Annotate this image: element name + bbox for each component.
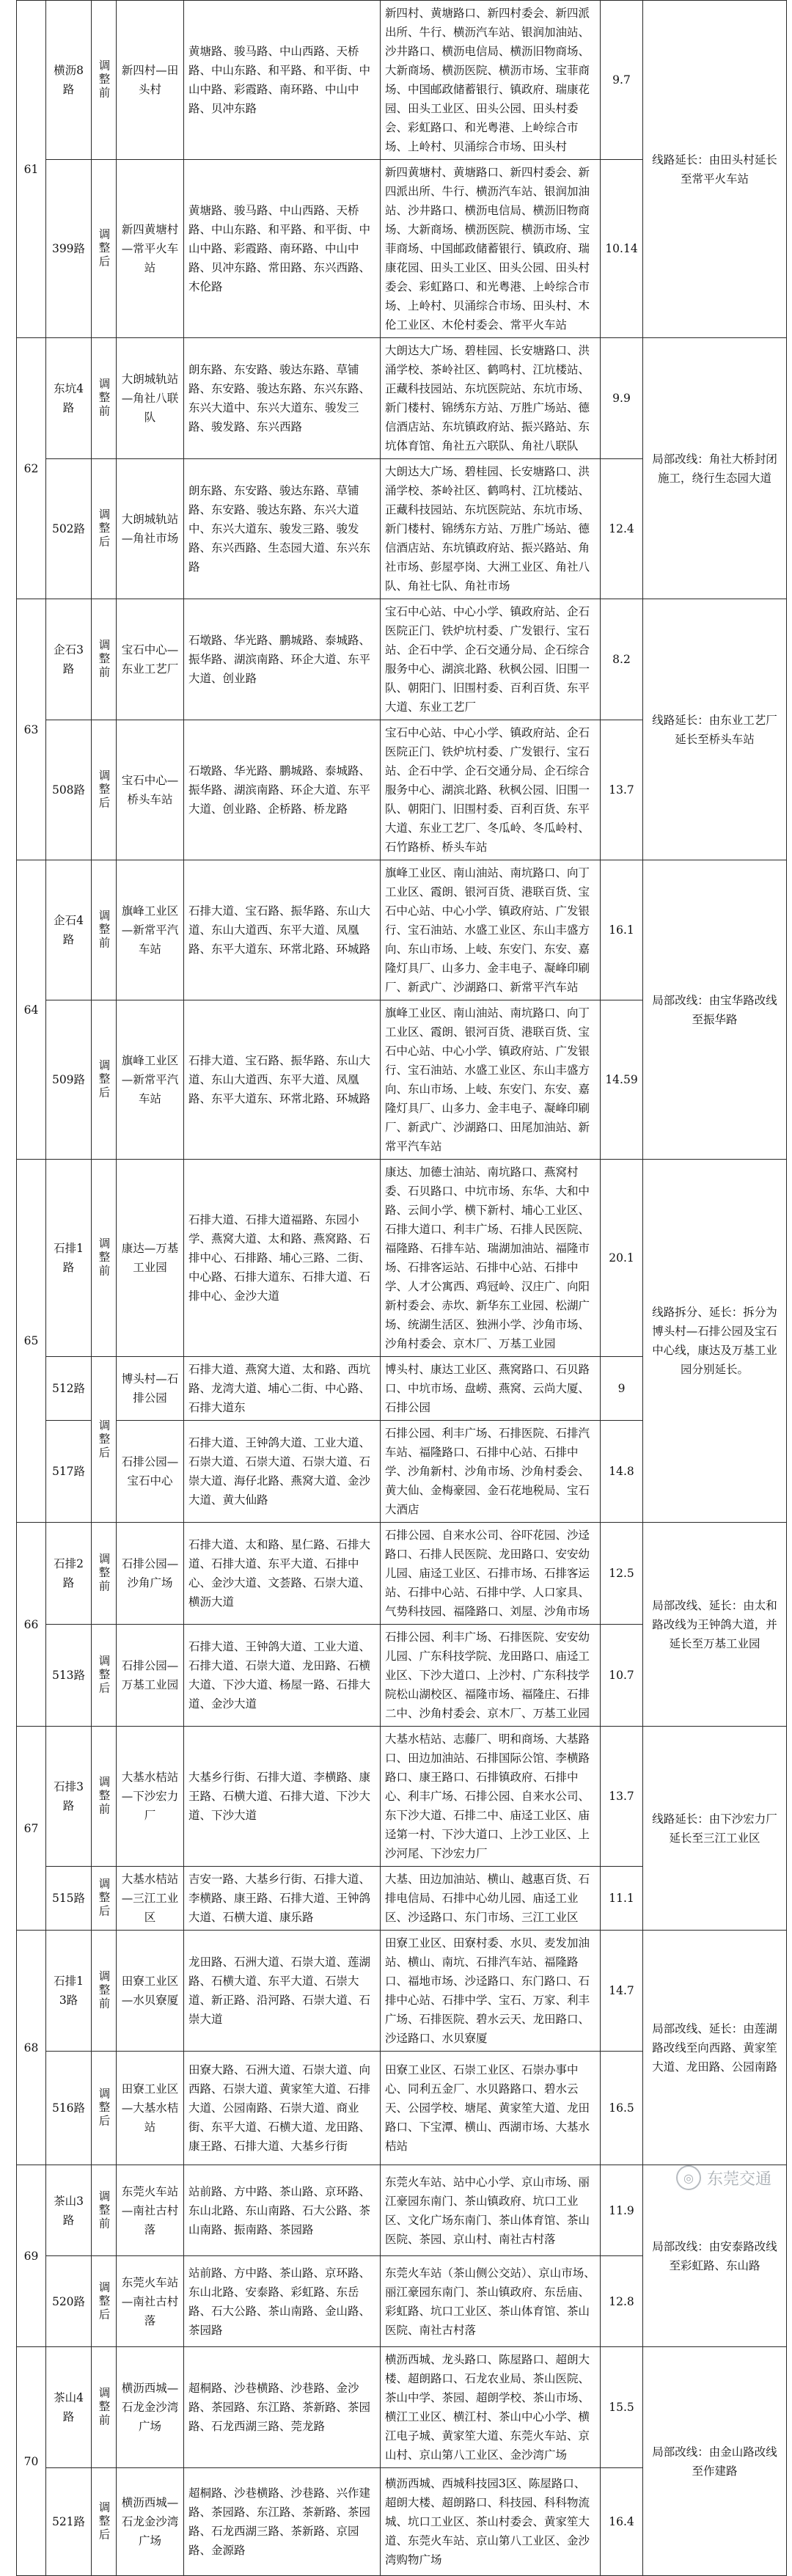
stops-list: 石排公园、自来水公司、谷吓花园、沙迳路口、石排人民医院、龙田路口、安安幼儿园、庙迳工业区、石排市场、石排客运站、石排中心站、石排中学、人口家具、气势科技园、福隆路口、刘屋、沙角市场 [381, 1523, 601, 1625]
adjust-state: 调整前 [92, 1, 117, 160]
route-name: 横沥8路 [46, 1, 92, 160]
route-length: 12.4 [601, 459, 643, 599]
terminals: 大基水桔站—下沙宏力厂 [117, 1727, 184, 1867]
roads-passed: 黄塘路、骏马路、中山西路、天桥路、中山东路、和平路、和平街、中山中路、彩霞路、南环路、中山中路、贝冲东路 [184, 1, 381, 160]
route-name: 513路 [46, 1625, 92, 1727]
route-length: 16.5 [601, 2052, 643, 2165]
adjust-note: 局部改线：由安泰路改线至彩虹路、东山路 [643, 2165, 787, 2347]
terminals: 大朗城轨站—角社市场 [117, 459, 184, 599]
table-row [17, 1727, 787, 1867]
route-name: 515路 [46, 1867, 92, 1931]
adjust-state: 调整前 [92, 338, 117, 459]
adjust-state: 调整后 [92, 1625, 117, 1727]
route-length: 16.1 [601, 860, 643, 1000]
route-name: 508路 [46, 720, 92, 860]
terminals: 东莞火车站—南社古村落 [117, 2165, 184, 2256]
adjust-state: 调整前 [92, 1523, 117, 1625]
group-number: 69 [17, 2165, 46, 2347]
stops-list: 田寮工业区、石崇工业区、石崇办事中心、同利五金厂、水贝路路口、碧水云天、公园学校、塘尾、黄家笙大道、龙田路口、下宝潭、横山、西湖市场、大基水桔站 [381, 2052, 601, 2165]
terminals: 新四黄塘村—常平火车站 [117, 160, 184, 338]
adjust-state: 调整前 [92, 860, 117, 1000]
route-length: 9.7 [601, 1, 643, 160]
route-name: 石排1路 [46, 1160, 92, 1357]
adjust-note: 局部改线：由金山路改线至作建路 [643, 2347, 787, 2576]
roads-passed: 朗东路、东安路、骏达东路、草铺路、东安路、骏达东路、东兴大道中、东兴大道东、骏发三路、骏发路、东兴西路、生态园大道、东兴东路 [184, 459, 381, 599]
route-name: 512路 [46, 1357, 92, 1421]
route-length: 10.7 [601, 1625, 643, 1727]
watermark-text: 东莞交通 [706, 2170, 771, 2189]
route-length: 15.5 [601, 2347, 643, 2468]
route-name: 517路 [46, 1421, 92, 1523]
roads-passed: 超桐路、沙巷横路、沙巷路、金沙路、茶园路、东江路、茶新路、茶园路、石龙西湖三路、莞龙路 [184, 2347, 381, 2468]
table-row [17, 2165, 787, 2256]
route-length: 14.59 [601, 1000, 643, 1160]
terminals: 大基水桔站—三江工业区 [117, 1867, 184, 1931]
stops-list: 新四村、黄塘路口、新四村委会、新四派出所、牛行、横沥汽车站、银润加油站、沙井路口、横沥电信局、横沥旧物商场、大新商场、横沥医院、横沥市场、宝菲商场、中国邮政储蓄银行、镇政府、瑞康花园、田头工业区、田头公园、田头村委会、彩虹路口、和光粤港、上岭综合市场、上岭村、贝涌综合市场、田头村 [381, 1, 601, 160]
terminals: 旗峰工业区—新常平汽车站 [117, 1000, 184, 1160]
roads-passed: 石排大道、宝石路、振华路、东山大道、东山大道西、东平大道、凤凰路、东平大道东、环常北路、环城路 [184, 860, 381, 1000]
route-name: 石排2路 [46, 1523, 92, 1625]
stops-list: 康达、加德士油站、南坑路口、燕窝村委、石贝路口、中坑市场、东华、大和中路、云间小学、横下新村、埔心工业区、石排大道口、利丰广场、石排人民医院、福隆路、石排车站、瑞湖加油站、福隆市场、石排客运站、石排中心站、石排中学、人才公寓西、鸡冠岭、汉庄广、向阳新村委会、赤坎、新华东工业园、松湖广场、统湖生活区、独洲小学、沙角市场、沙角村委会、京木厂、万基工业园 [381, 1160, 601, 1357]
group-number: 62 [17, 338, 46, 599]
roads-passed: 田寮大路、石洲大道、石崇大道、向西路、石崇大道、黄家笙大道、石排大道、公园南路、石崇大道、商业街、东平大道、石横大道、龙田路、康王路、石排大道、大基乡行街 [184, 2052, 381, 2165]
roads-passed: 石排大道、王钟鸽大道、工业大道、石崇大道、石崇大道、石崇大道、石崇大道、海仔北路、燕窝大道、金沙大道、黄大仙路 [184, 1421, 381, 1523]
stops-list: 宝石中心站、中心小学、镇政府站、企石医院正门、铁炉坑村委、广发银行、宝石站、企石中学、企石交通分局、企石综合服务中心、湖滨北路、秋枫公园、旧围一队、朝阳门、旧围村委、百利百货、东平大道、东业工艺厂、冬瓜岭、冬瓜岭村、石竹路桥、桥头车站 [381, 720, 601, 860]
terminals: 东莞火车站—南社古村落 [117, 2256, 184, 2347]
table-body [17, 1, 787, 2576]
route-length: 13.7 [601, 1727, 643, 1867]
table-row [17, 1523, 787, 1625]
adjust-state: 调整后 [92, 2468, 117, 2576]
route-length: 12.5 [601, 1523, 643, 1625]
stops-list: 田寮工业区、田寮村委、水贝、麦发加油站、横山、南坑、石排汽车站、福隆路口、福地市场、沙迳路口、东门路口、石排中心站、石排中学、宝石、万家、利丰广场、石排医院、碧水云天、龙田路口、沙迳路口、水贝寮厦 [381, 1931, 601, 2052]
route-length: 11.9 [601, 2165, 643, 2256]
route-name: 516路 [46, 2052, 92, 2165]
stops-list: 横沥西城、龙头路口、陈屋路口、超朗大楼、超朗路口、石龙农业局、茶山医院、茶山中学、茶园、超朗学校、茶山市场、横江工业区、横江村、茶山中心小学、横江电子城、黄家笙大道、东莞火车站、京山村、京山第八工业区、金沙湾广场 [381, 2347, 601, 2468]
roads-passed: 石排大道、宝石路、振华路、东山大道、东山大道西、东平大道、凤凰路、东平大道东、环常北路、环城路 [184, 1000, 381, 1160]
adjust-state: 调整前 [92, 1727, 117, 1867]
stops-list: 石排公园、利丰广场、石排医院、石排汽车站、福隆路口、石排中心站、石排中学、沙角新村、沙角市场、沙角村委会、黄大仙、金梅豪园、金石花地税局、宝石大酒店 [381, 1421, 601, 1523]
adjust-note: 线路延长：由田头村延长至常平火车站 [643, 1, 787, 338]
roads-passed: 黄塘路、骏马路、中山西路、天桥路、中山东路、和平路、和平街、中山中路、彩霞路、南环路、中山中路、贝冲东路、常田路、东兴西路、木伦路 [184, 160, 381, 338]
terminals: 康达—万基工业园 [117, 1160, 184, 1357]
roads-passed: 站前路、方中路、茶山路、京环路、东山北路、东山南路、石大公路、茶山南路、振南路、茶园路 [184, 2165, 381, 2256]
group-number: 70 [17, 2347, 46, 2576]
route-name: 520路 [46, 2256, 92, 2347]
stops-list: 宝石中心站、中心小学、镇政府站、企石医院正门、铁炉坑村委、广发银行、宝石站、企石中学、企石交通分局、企石综合服务中心、湖滨北路、秋枫公园、旧围一队、朝阳门、旧围村委、百利百货、东平大道、东业工艺厂 [381, 599, 601, 720]
adjust-state: 调整后 [92, 1000, 117, 1160]
terminals: 大朗城轨站—角社八联队 [117, 338, 184, 459]
stops-list: 大朗达大广场、碧桂园、长安塘路口、洪涌学校、茶岭社区、鹤鸣村、江坑楼站、正藏科技园站、东坑医院站、东坑市场、新门楼村、锦绣东方站、万胜广场站、德信酒店站、东坑镇政府站、振兴路站、东坑体育馆、角社五六联队、角社八联队 [381, 338, 601, 459]
stops-list: 大基水桔站、志藤厂、明和商场、大基路口、田边加油站、石排国际公馆、李横路路口、康王路口、石排镇政府、石排中心、利丰广场、石排公园、自来水公司、东下沙大道、石排二中、庙迳工业区、庙迳第一村、下沙大道口、上沙工业区、上沙河尾、下沙宏力厂 [381, 1727, 601, 1867]
terminals: 宝石中心—桥头车站 [117, 720, 184, 860]
adjust-note: 线路延长：由东业工艺厂延长至桥头车站 [643, 599, 787, 860]
group-number: 64 [17, 860, 46, 1160]
adjust-note: 局部改线、延长：由太和路改线为王钟鸽大道，并延长至万基工业园 [643, 1523, 787, 1727]
terminals: 横沥西城—石龙金沙湾广场 [117, 2468, 184, 2576]
stops-list: 旗峰工业区、南山油站、南坑路口、向丁工业区、霞朗、银河百货、港联百货、宝石中心站、中心小学、镇政府站、广发银行、宝石油站、水盛工业区、东山丰盛方向、东山市场、上岐、东安门、东安、嘉隆灯具厂、山多力、金丰电子、凝峰印刷厂、新武广、沙湖路口、新常平汽车站 [381, 860, 601, 1000]
roads-passed: 超桐路、沙巷横路、沙巷路、兴作建路、茶园路、东江路、茶新路、茶园路、石龙西湖三路、茶新路、京园路、金源路 [184, 2468, 381, 2576]
stops-list: 新四黄塘村、黄塘路口、新四村委会、新四派出所、牛行、横沥汽车站、银润加油站、沙井路口、横沥电信局、横沥旧物商场、大新商场、横沥医院、横沥市场、宝菲商场、中国邮政储蓄银行、镇政府、瑞康花园、田头工业区、田头公园、田头村委会、彩虹路口、和光粤港、上岭综合市场、上岭村、贝涌综合市场、田头村、木伦工业区、木伦村委会、常平火车站 [381, 160, 601, 338]
stops-list: 大基、田边加油站、横山、越惠百货、石排电信局、石排中心幼儿园、庙迳工业区、沙迳路口、东门市场、三江工业区 [381, 1867, 601, 1931]
route-name: 茶山3路 [46, 2165, 92, 2256]
terminals: 横沥西城—石龙金沙湾广场 [117, 2347, 184, 2468]
terminals: 田寮工业区—水贝寮厦 [117, 1931, 184, 2052]
table-row [17, 2347, 787, 2468]
adjust-state: 调整前 [92, 1931, 117, 2052]
weibo-logo-icon: ◎ [676, 2165, 701, 2190]
route-length: 11.1 [601, 1867, 643, 1931]
adjust-note: 线路延长：由下沙宏力厂延长至三江工业区 [643, 1727, 787, 1931]
stops-list: 大朗达大广场、碧桂园、长安塘路口、洪涌学校、茶岭社区、鹤鸣村、江坑楼站、正藏科技园站、东坑医院站、东坑市场、新门楼村、锦绣东方站、万胜广场站、德信酒店站、东坑镇政府站、振兴路站、角社市场、彭屋亭岗、大洲工业区、角社八队、角社七队、角社市场 [381, 459, 601, 599]
roads-passed: 朗东路、东安路、骏达东路、草铺路、东安路、骏达东路、东兴东路、东兴大道中、东兴大道东、骏发三路、骏发路、东兴西路 [184, 338, 381, 459]
route-name: 石排3路 [46, 1727, 92, 1867]
terminals: 石排公园—宝石中心 [117, 1421, 184, 1523]
adjust-state: 调整后 [92, 160, 117, 338]
terminals: 旗峰工业区—新常平汽车站 [117, 860, 184, 1000]
stops-list: 博头村、康达工业区、燕窝路口、石贝路口、中坑市场、盘崂、燕窝、云尚大厦、石排公园 [381, 1357, 601, 1421]
adjust-state: 调整后 [92, 2256, 117, 2347]
adjust-note: 线路拆分、延长：拆分为博头村—石排公园及宝石中心线，康达及万基工业园分别延长。 [643, 1160, 787, 1523]
route-length: 13.7 [601, 720, 643, 860]
terminals: 博头村—石排公园 [117, 1357, 184, 1421]
stops-list: 东莞火车站（茶山侧公交站）、京山市场、丽江豪园东南门、茶山镇政府、东岳庙、彩虹路、坑口工业区、茶山体育馆、茶山医院、南社古村落 [381, 2256, 601, 2347]
route-length: 12.8 [601, 2256, 643, 2347]
group-number: 66 [17, 1523, 46, 1727]
roads-passed: 石排大道、石排大道福路、东园小学、燕窝大道、太和路、燕窝路、石排中心、石排路、埔心三路、二街、中心路、石排大道东、石排大道、石排中心、金沙大道 [184, 1160, 381, 1357]
route-length: 10.14 [601, 160, 643, 338]
route-name: 399路 [46, 160, 92, 338]
table-row [17, 1931, 787, 2052]
table-row [17, 1160, 787, 1357]
adjust-state: 调整后 [92, 1357, 117, 1523]
adjust-state: 调整后 [92, 720, 117, 860]
route-length: 14.8 [601, 1421, 643, 1523]
group-number: 63 [17, 599, 46, 860]
route-name: 企石4路 [46, 860, 92, 1000]
adjust-state: 调整前 [92, 599, 117, 720]
roads-passed: 石墩路、华光路、鹏城路、泰城路、振华路、湖滨南路、环企大道、东平大道、创业路 [184, 599, 381, 720]
route-length: 14.7 [601, 1931, 643, 2052]
group-number: 65 [17, 1160, 46, 1523]
roads-passed: 石排大道、王钟鸽大道、工业大道、石排大道、石崇大道、龙田路、石横大道、下沙大道、杨屋一路、石排大道、金沙大道 [184, 1625, 381, 1727]
route-length: 16.4 [601, 2468, 643, 2576]
roads-passed: 大基乡行街、石排大道、李横路、康王路、石横大道、石排大道、下沙大道、下沙大道 [184, 1727, 381, 1867]
roads-passed: 石墩路、华光路、鹏城路、泰城路、振华路、湖滨南路、环企大道、东平大道、创业路、企桥路、桥龙路 [184, 720, 381, 860]
terminals: 田寮工业区—大基水桔站 [117, 2052, 184, 2165]
group-number: 67 [17, 1727, 46, 1931]
roads-passed: 吉安一路、大基乡行街、石排大道、李横路、康王路、石排大道、王钟鸽大道、石横大道、康乐路 [184, 1867, 381, 1931]
adjust-note: 局部改线：由宝华路改线至振华路 [643, 860, 787, 1160]
terminals: 石排公园—万基工业园 [117, 1625, 184, 1727]
route-length: 8.2 [601, 599, 643, 720]
route-length: 9.9 [601, 338, 643, 459]
route-length: 20.1 [601, 1160, 643, 1357]
group-number: 61 [17, 1, 46, 338]
table-row [17, 338, 787, 459]
adjust-note: 局部改线：角社大桥封闭施工，绕行生态园大道 [643, 338, 787, 599]
adjust-note: 局部改线、延长：由莲湖路改线至向西路、黄家笙大道、龙田路、公园南路 [643, 1931, 787, 2165]
adjust-state: 调整前 [92, 2347, 117, 2468]
adjust-state: 调整前 [92, 1160, 117, 1357]
stops-list: 横沥西城、西城科技园3区、陈屋路口、超朗大楼、超朗路口、科技园、科科物流城、坑口工业区、茶山村委会、黄家笙大道、东莞火车站、京山第八工业区、金沙湾购物广场 [381, 2468, 601, 2576]
adjust-state: 调整后 [92, 2052, 117, 2165]
route-name: 茶山4路 [46, 2347, 92, 2468]
bus-route-adjustment-table [16, 0, 787, 2576]
group-number: 68 [17, 1931, 46, 2165]
terminals: 宝石中心—东业工艺厂 [117, 599, 184, 720]
adjust-state: 调整后 [92, 1867, 117, 1931]
table-row [17, 599, 787, 720]
table-row [17, 1, 787, 160]
roads-passed: 石排大道、太和路、星仁路、石排大道、石排大道、东平大道、石排中心、金沙大道、文荟路、石崇大道、横沥大道 [184, 1523, 381, 1625]
route-name: 企石3路 [46, 599, 92, 720]
route-name: 509路 [46, 1000, 92, 1160]
watermark [676, 2165, 771, 2190]
stops-list: 东莞火车站、站中心小学、京山市场、丽江豪园东南门、茶山镇政府、坑口工业区、文化广场东南门、茶山体育馆、茶山医院、茶园、京山村、南社古村落 [381, 2165, 601, 2256]
route-length: 9 [601, 1357, 643, 1421]
adjust-state: 调整后 [92, 459, 117, 599]
route-name: 东坑4路 [46, 338, 92, 459]
stops-list: 石排公园、利丰广场、石排医院、安安幼儿园、广东科技学院、龙田路口、庙迳工业区、下沙大道口、上沙村、广东科技学院松山湖校区、福隆市场、福隆庄、石排二中、沙角村委会、京木厂、万基工业园 [381, 1625, 601, 1727]
stops-list: 旗峰工业区、南山油站、南坑路口、向丁工业区、霞朗、银河百货、港联百货、宝石中心站、中心小学、镇政府站、广发银行、宝石油站、水盛工业区、东山丰盛方向、东山市场、上岐、东安门、东安、嘉隆灯具厂、山多力、金丰电子、凝峰印刷厂、新武广、沙湖路口、田尾加油站、新常平汽车站 [381, 1000, 601, 1160]
terminals: 石排公园—沙角广场 [117, 1523, 184, 1625]
terminals: 新四村—田头村 [117, 1, 184, 160]
route-name: 521路 [46, 2468, 92, 2576]
roads-passed: 龙田路、石洲大道、石崇大道、莲湖路、石横大道、东平大道、石崇大道、新正路、沿河路、石崇大道、石崇大道 [184, 1931, 381, 2052]
table-row [17, 860, 787, 1000]
roads-passed: 石排大道、燕窝大道、太和路、西坑路、龙湾大道、埔心二街、中心路、石排大道东 [184, 1357, 381, 1421]
route-name: 石排13路 [46, 1931, 92, 2052]
route-name: 502路 [46, 459, 92, 599]
roads-passed: 站前路、方中路、茶山路、京环路、东山北路、安泰路、彩虹路、东岳路、石大公路、茶山南路、金山路、茶园路 [184, 2256, 381, 2347]
adjust-state: 调整前 [92, 2165, 117, 2256]
